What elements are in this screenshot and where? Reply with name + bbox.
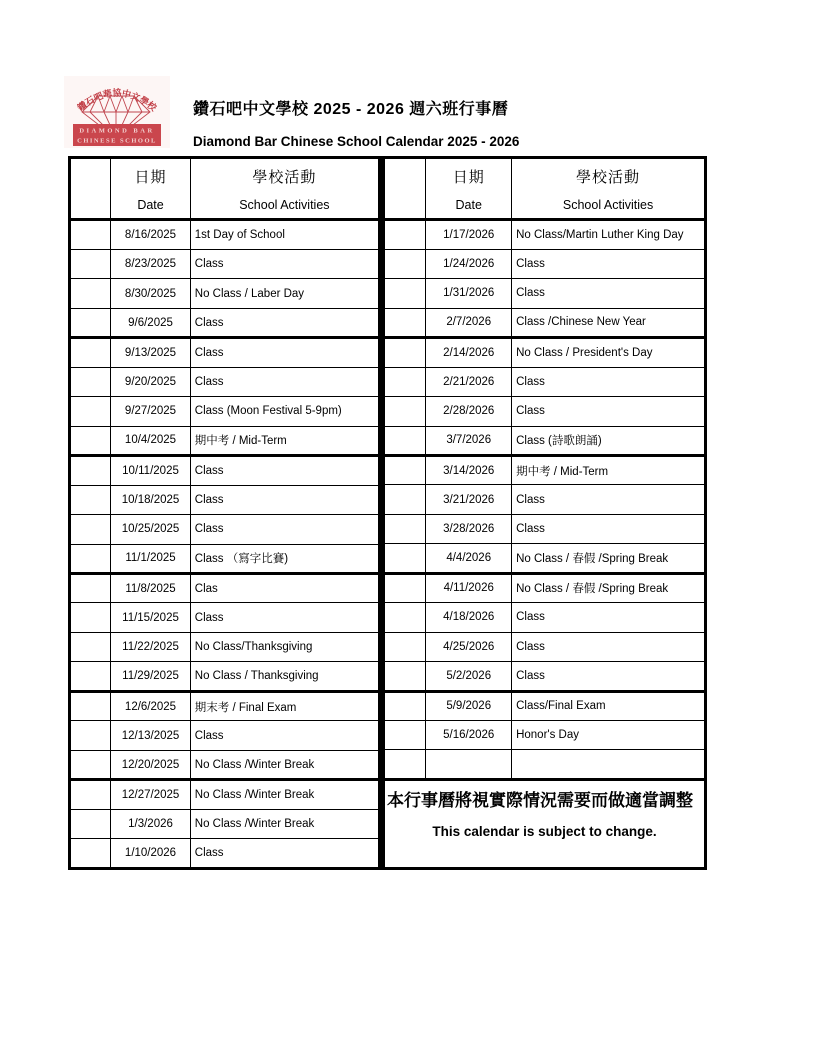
marker-cell <box>383 397 426 426</box>
date-cell: 1/17/2026 <box>426 220 512 249</box>
marker-cell <box>70 574 111 603</box>
marker-cell <box>383 338 426 367</box>
date-cell: 9/20/2025 <box>111 367 191 396</box>
date-cell: 11/15/2025 <box>111 603 191 632</box>
date-cell: 4/25/2026 <box>426 632 512 661</box>
marker-cell <box>70 662 111 691</box>
marker-cell <box>70 839 111 869</box>
calendar-row <box>383 455 706 484</box>
activities-header-zh: 學校活動 <box>252 168 317 186</box>
calendar-table-right <box>381 156 707 781</box>
marker-header-cell <box>70 158 111 220</box>
calendar-row <box>70 485 380 514</box>
date-cell: 11/22/2025 <box>111 632 191 661</box>
marker-cell <box>383 308 426 337</box>
page-title-english: Diamond Bar Chinese School Calendar 2025 - 2026 <box>193 134 520 149</box>
marker-cell <box>70 249 111 278</box>
activity-cell: No Class / 春假 /Spring Break <box>512 544 706 573</box>
calendar-row <box>383 750 706 780</box>
calendar-row <box>383 220 706 249</box>
activity-cell: Class <box>512 485 706 514</box>
date-cell: 9/27/2025 <box>111 397 191 426</box>
marker-cell <box>70 426 111 455</box>
activity-cell: Class <box>512 279 706 308</box>
activity-cell: Class <box>190 603 379 632</box>
activity-cell: No Class /Winter Break <box>190 809 379 838</box>
date-header-en: Date <box>137 197 164 212</box>
activity-cell: Class <box>512 603 706 632</box>
date-cell: 2/21/2026 <box>426 367 512 396</box>
activity-cell: Class <box>512 662 706 691</box>
marker-cell <box>383 691 426 720</box>
date-cell: 9/13/2025 <box>111 338 191 367</box>
activity-cell: Class <box>190 839 379 869</box>
marker-cell <box>383 426 426 455</box>
date-cell: 5/16/2026 <box>426 721 512 750</box>
calendar-row <box>70 662 380 691</box>
activity-cell: No Class/Martin Luther King Day <box>512 220 706 249</box>
calendar-right-half <box>381 156 707 870</box>
activity-cell: Class <box>512 632 706 661</box>
activity-cell: Class <box>512 249 706 278</box>
marker-cell <box>70 308 111 337</box>
date-cell: 10/11/2025 <box>111 456 191 485</box>
activity-cell: Class /Chinese New Year <box>512 308 706 337</box>
masthead <box>193 96 519 149</box>
calendar-row <box>70 249 380 278</box>
calendar-row <box>70 809 380 838</box>
date-cell <box>426 750 512 780</box>
date-cell: 12/27/2025 <box>111 780 191 809</box>
calendar-row <box>70 308 380 337</box>
date-cell: 5/9/2026 <box>426 691 512 720</box>
date-cell: 3/14/2026 <box>426 455 512 484</box>
calendar-row <box>70 721 380 750</box>
calendar-table <box>68 156 707 870</box>
marker-cell <box>70 691 111 720</box>
date-cell: 1/10/2026 <box>111 839 191 869</box>
logo-name-line1: DIAMOND BAR <box>79 127 155 135</box>
marker-cell <box>70 220 111 249</box>
activity-cell: No Class / Laber Day <box>190 279 379 308</box>
calendar-row <box>383 721 706 750</box>
marker-cell <box>70 780 111 809</box>
activities-column-header <box>190 158 379 220</box>
marker-cell <box>70 603 111 632</box>
calendar-table-left <box>68 156 381 870</box>
date-cell: 10/18/2025 <box>111 485 191 514</box>
calendar-row <box>383 485 706 514</box>
marker-cell <box>383 367 426 396</box>
marker-cell <box>383 455 426 484</box>
activity-cell: 1st Day of School <box>190 220 379 249</box>
date-header-en: Date <box>455 197 482 212</box>
date-cell: 1/31/2026 <box>426 279 512 308</box>
date-cell: 4/11/2026 <box>426 573 512 602</box>
activity-cell: Honor's Day <box>512 721 706 750</box>
marker-cell <box>383 249 426 278</box>
marker-cell <box>383 573 426 602</box>
activity-cell: Class （寫字比賽) <box>190 544 379 573</box>
marker-cell <box>70 515 111 544</box>
calendar-row <box>70 338 380 367</box>
calendar-row <box>70 397 380 426</box>
notice-box <box>381 781 707 870</box>
date-cell: 12/13/2025 <box>111 721 191 750</box>
activity-cell: Class (詩歌朗誦) <box>512 426 706 455</box>
marker-cell <box>70 367 111 396</box>
calendar-row <box>70 220 380 249</box>
date-cell: 1/3/2026 <box>111 809 191 838</box>
activities-header-zh: 學校活動 <box>576 168 641 186</box>
date-header-zh: 日期 <box>452 168 485 186</box>
logo-arc-text: 鑽石吧華協中文學校 <box>75 88 159 113</box>
activity-cell: No Class / President's Day <box>512 338 706 367</box>
right-tbody <box>383 220 706 780</box>
calendar-row <box>383 338 706 367</box>
logo-name-line2: CHINESE SCHOOL <box>77 137 157 145</box>
marker-cell <box>70 397 111 426</box>
activity-cell: Class <box>512 367 706 396</box>
calendar-row <box>70 691 380 720</box>
activities-header-en: School Activities <box>562 197 654 212</box>
calendar-row <box>383 249 706 278</box>
calendar-row <box>383 279 706 308</box>
activities-column-header <box>512 158 706 220</box>
header-row <box>70 158 380 220</box>
activity-cell: Class <box>190 515 379 544</box>
calendar-row <box>383 603 706 632</box>
date-cell: 8/30/2025 <box>111 279 191 308</box>
activity-cell: Class <box>190 485 379 514</box>
calendar-row <box>70 839 380 869</box>
date-cell: 4/18/2026 <box>426 603 512 632</box>
marker-cell <box>70 632 111 661</box>
marker-cell <box>70 485 111 514</box>
marker-cell <box>383 721 426 750</box>
activity-cell: Class <box>190 308 379 337</box>
calendar-row <box>70 780 380 809</box>
calendar-row <box>70 544 380 573</box>
calendar-row <box>70 574 380 603</box>
activity-cell: Class <box>190 721 379 750</box>
date-cell: 4/4/2026 <box>426 544 512 573</box>
date-cell: 3/28/2026 <box>426 514 512 543</box>
activity-cell: No Class / Thanksgiving <box>190 662 379 691</box>
marker-cell <box>383 662 426 691</box>
calendar-row <box>70 367 380 396</box>
marker-cell <box>383 514 426 543</box>
marker-cell <box>383 279 426 308</box>
notice-text-chinese: 本行事曆將視實際情況需要而做適當調整 <box>387 791 693 810</box>
activity-cell: Class <box>190 249 379 278</box>
date-cell: 2/28/2026 <box>426 397 512 426</box>
calendar-row <box>70 632 380 661</box>
diamond-logo-icon <box>64 76 170 148</box>
date-cell: 12/6/2025 <box>111 691 191 720</box>
calendar-row <box>383 397 706 426</box>
activities-header-en: School Activities <box>239 197 330 212</box>
calendar-row <box>383 573 706 602</box>
activity-cell: Class <box>190 456 379 485</box>
calendar-row <box>383 426 706 455</box>
date-cell: 11/29/2025 <box>111 662 191 691</box>
marker-cell <box>383 544 426 573</box>
marker-cell <box>70 338 111 367</box>
calendar-row <box>383 662 706 691</box>
activity-cell: Class <box>190 338 379 367</box>
activity-cell: 期末考 / Final Exam <box>190 691 379 720</box>
activity-cell: No Class/Thanksgiving <box>190 632 379 661</box>
date-cell: 5/2/2026 <box>426 662 512 691</box>
marker-cell <box>383 603 426 632</box>
calendar-row <box>383 308 706 337</box>
activity-cell: Clas <box>190 574 379 603</box>
marker-header-cell <box>383 158 426 220</box>
marker-cell <box>70 544 111 573</box>
date-cell: 3/21/2026 <box>426 485 512 514</box>
date-cell: 2/14/2026 <box>426 338 512 367</box>
date-column-header <box>111 158 191 220</box>
marker-cell <box>70 809 111 838</box>
activity-cell: Class <box>512 397 706 426</box>
marker-cell <box>383 485 426 514</box>
date-cell: 10/4/2025 <box>111 426 191 455</box>
calendar-row <box>70 426 380 455</box>
calendar-row <box>383 544 706 573</box>
date-column-header <box>426 158 512 220</box>
calendar-row <box>70 279 380 308</box>
date-cell: 2/7/2026 <box>426 308 512 337</box>
date-cell: 11/8/2025 <box>111 574 191 603</box>
left-tbody <box>70 220 380 869</box>
school-logo <box>64 76 170 153</box>
date-cell: 9/6/2025 <box>111 308 191 337</box>
calendar-row <box>383 514 706 543</box>
calendar-row <box>70 456 380 485</box>
date-cell: 11/1/2025 <box>111 544 191 573</box>
activity-cell: No Class /Winter Break <box>190 780 379 809</box>
activity-cell: Class (Moon Festival 5-9pm) <box>190 397 379 426</box>
date-cell: 3/7/2026 <box>426 426 512 455</box>
date-header-zh: 日期 <box>134 168 167 186</box>
calendar-row <box>70 603 380 632</box>
calendar-row <box>70 750 380 779</box>
notice-text-english: This calendar is subject to change. <box>432 824 657 839</box>
page-title-chinese: 鑽石吧中文學校 2025 - 2026 週六班行事曆 <box>193 101 509 118</box>
marker-cell <box>70 750 111 779</box>
activity-cell: Class <box>512 514 706 543</box>
marker-cell <box>70 456 111 485</box>
date-cell: 10/25/2025 <box>111 515 191 544</box>
marker-cell <box>383 750 426 780</box>
marker-cell <box>70 721 111 750</box>
activity-cell: 期中考 / Mid-Term <box>190 426 379 455</box>
activity-cell: 期中考 / Mid-Term <box>512 455 706 484</box>
date-cell: 8/23/2025 <box>111 249 191 278</box>
marker-cell <box>383 632 426 661</box>
activity-cell <box>512 750 706 780</box>
date-cell: 12/20/2025 <box>111 750 191 779</box>
activity-cell: Class <box>190 367 379 396</box>
calendar-row <box>383 367 706 396</box>
calendar-row <box>383 691 706 720</box>
marker-cell <box>383 220 426 249</box>
activity-cell: No Class / 春假 /Spring Break <box>512 573 706 602</box>
activity-cell: Class/Final Exam <box>512 691 706 720</box>
calendar-row <box>70 515 380 544</box>
date-cell: 8/16/2025 <box>111 220 191 249</box>
calendar-row <box>383 632 706 661</box>
date-cell: 1/24/2026 <box>426 249 512 278</box>
marker-cell <box>70 279 111 308</box>
activity-cell: No Class /Winter Break <box>190 750 379 779</box>
header-row <box>383 158 706 220</box>
